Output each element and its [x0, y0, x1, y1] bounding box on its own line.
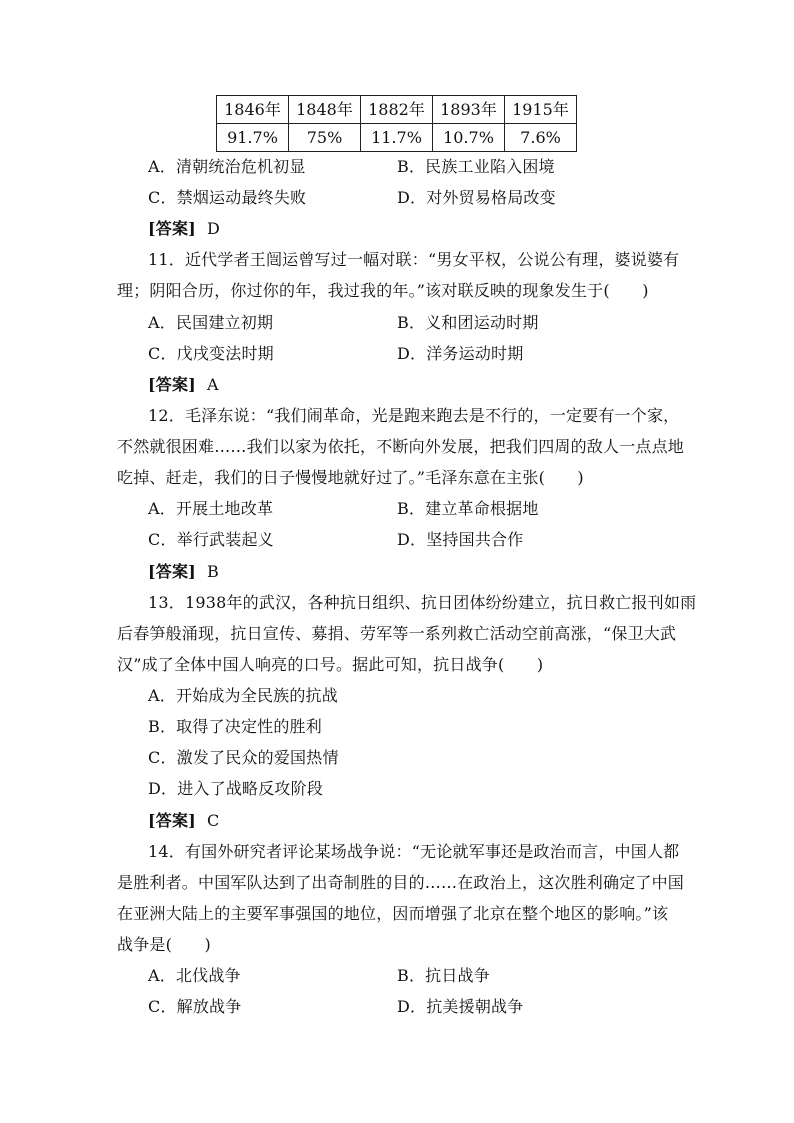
q11-option-c: C．戊戌变法时期: [148, 344, 274, 363]
q13-option-c: C．激发了民众的爱国热情: [148, 748, 339, 767]
q10-option-b: B．民族工业陷入困境: [397, 157, 555, 176]
q13-stem-line-2: 后春笋般涌现，抗日宣传、募捐、劳军等一系列救亡活动空前高涨，“保卫大武: [117, 624, 677, 643]
q12-option-b: B．建立革命根据地: [397, 499, 539, 518]
table-row-values: [217, 124, 577, 152]
table-cell: 1846年: [217, 96, 289, 124]
q13-stem-line-3: 汉”成了全体中国人响亮的口号。据此可知，抗日战争( ): [117, 655, 544, 674]
q13-option-b: B．取得了决定性的胜利: [148, 717, 322, 736]
q11-answer: A: [207, 375, 219, 394]
q10-answer: D: [207, 219, 220, 238]
table-row-years: [217, 96, 577, 124]
q14-stem-line-1: 14．有国外研究者评论某场战争说：“无论就军事还是政治而言，中国人都: [148, 842, 680, 861]
q11-stem-line-1: 11．近代学者王闿运曾写过一幅对联：“男女平权，公说公有理，婆说婆有: [148, 250, 680, 269]
table-cell: 11.7%: [361, 124, 433, 152]
q11-answer-label: [答案]: [148, 375, 196, 394]
q14-stem-line-2: 是胜利者。中国军队达到了出奇制胜的目的……在政治上，这次胜利确定了中国: [117, 873, 685, 892]
table-cell: 91.7%: [217, 124, 289, 152]
q13-option-d: D．进入了战略反攻阶段: [148, 779, 324, 798]
q12-answer: B: [207, 562, 219, 581]
q10-option-c: C．禁烟运动最终失败: [148, 188, 307, 207]
q12-option-a: A．开展土地改革: [148, 499, 274, 518]
q12-option-d: D．坚持国共合作: [397, 530, 524, 549]
q12-stem-line-1: 12．毛泽东说：“我们闹革命，光是跑来跑去是不行的，一定要有一个家，: [148, 406, 680, 425]
q12-option-c: C．举行武装起义: [148, 530, 274, 549]
rate-table: [216, 95, 577, 152]
q11-stem-line-2: 理；阴阳合历，你过你的年，我过我的年。”该对联反映的现象发生于( ): [117, 281, 649, 300]
q12-stem-line-3: 吃掉、赶走，我们的日子慢慢地就好过了。”毛泽东意在主张( ): [117, 468, 584, 487]
q12-stem-line-2: 不然就很困难……我们以家为依托，不断向外发展，把我们四周的敌人一点点地: [117, 437, 685, 456]
q10-option-a: A．清朝统治危机初显: [148, 157, 306, 176]
q11-option-a: A．民国建立初期: [148, 313, 274, 332]
table-cell: 1848年: [289, 96, 361, 124]
q10-option-d: D．对外贸易格局改变: [397, 188, 556, 207]
table-cell: 1915年: [505, 96, 577, 124]
table-cell: 75%: [289, 124, 361, 152]
table-cell: 7.6%: [505, 124, 577, 152]
table-cell: 1893年: [433, 96, 505, 124]
table-cell: 10.7%: [433, 124, 505, 152]
q14-stem-line-3: 在亚洲大陆上的主要军事强国的地位，因而增强了北京在整个地区的影响。”该: [117, 904, 669, 923]
table-cell: 1882年: [361, 96, 433, 124]
q14-option-a: A．北伐战争: [148, 966, 241, 985]
q14-option-c: C．解放战争: [148, 997, 242, 1016]
q12-answer-label: [答案]: [148, 562, 196, 581]
q13-answer-label: [答案]: [148, 811, 196, 830]
q14-option-d: D．抗美援朝战争: [397, 997, 524, 1016]
q14-stem-line-4: 战争是( ): [117, 935, 211, 954]
q14-option-b: B．抗日战争: [397, 966, 490, 985]
q13-stem-line-1: 13．1938年的武汉，各种抗日组织、抗日团体纷纷建立，抗日救亡报刊如雨: [148, 593, 697, 612]
q11-option-b: B．义和团运动时期: [397, 313, 539, 332]
q13-answer: C: [207, 811, 220, 830]
q13-option-a: A．开始成为全民族的抗战: [148, 686, 338, 705]
q11-option-d: D．洋务运动时期: [397, 344, 524, 363]
q10-answer-label: [答案]: [148, 219, 196, 238]
